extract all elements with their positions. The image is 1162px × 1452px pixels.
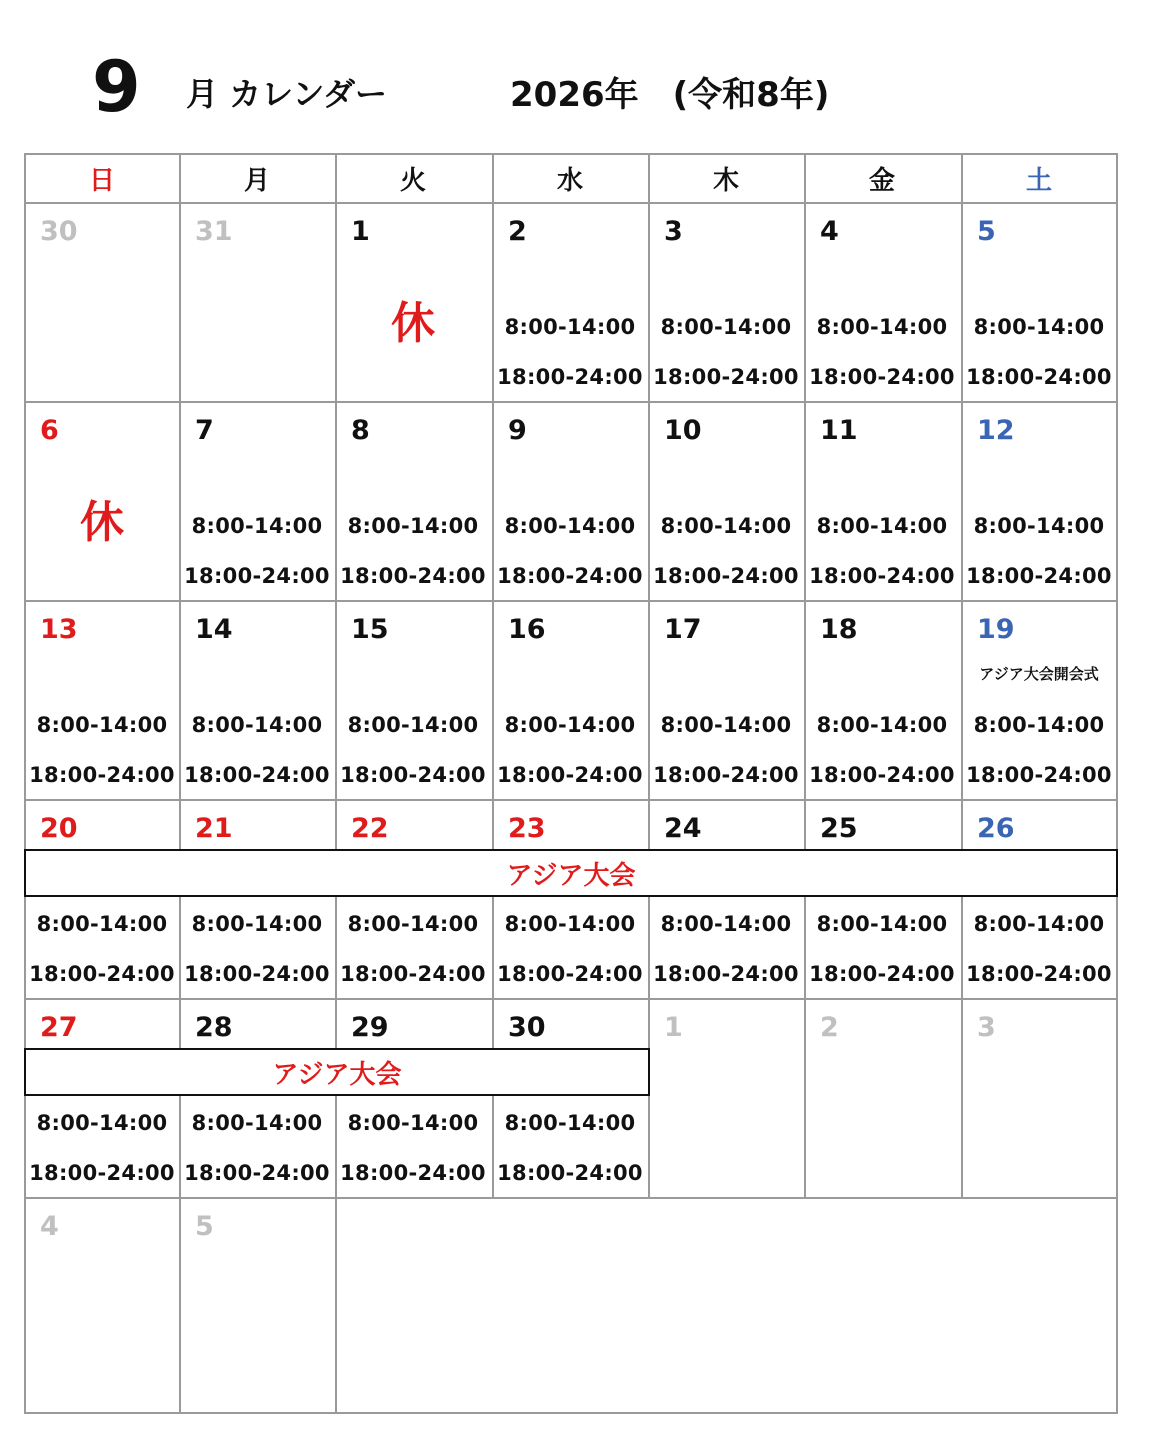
day-number: 13 (40, 614, 78, 645)
grid-line (24, 600, 1118, 602)
day-number: 25 (820, 813, 858, 844)
morning-hours: 8:00-14:00 (191, 713, 323, 737)
morning-hours: 8:00-14:00 (191, 1111, 323, 1135)
morning-hours: 8:00-14:00 (191, 514, 323, 538)
grid-line (648, 153, 650, 1198)
month-number: 9 (92, 46, 141, 128)
morning-hours: 8:00-14:00 (504, 315, 636, 339)
day-number: 7 (195, 415, 214, 446)
grid-line (804, 153, 806, 1198)
evening-hours: 18:00-24:00 (966, 763, 1112, 787)
day-number: 21 (195, 813, 233, 844)
morning-hours: 8:00-14:00 (973, 713, 1105, 737)
evening-hours: 18:00-24:00 (809, 962, 955, 986)
day-number: 8 (351, 415, 370, 446)
evening-hours: 18:00-24:00 (29, 763, 175, 787)
weekday-header: 土 (1025, 165, 1052, 196)
day-number: 9 (508, 415, 527, 446)
day-number: 4 (40, 1211, 59, 1242)
evening-hours: 18:00-24:00 (340, 564, 486, 588)
morning-hours: 8:00-14:00 (191, 912, 323, 936)
morning-hours: 8:00-14:00 (36, 713, 168, 737)
grid-line (492, 153, 494, 1198)
morning-hours: 8:00-14:00 (347, 912, 479, 936)
evening-hours: 18:00-24:00 (184, 1161, 330, 1185)
day-number: 20 (40, 813, 78, 844)
day-number: 18 (820, 614, 858, 645)
day-number: 30 (508, 1012, 546, 1043)
day-number: 15 (351, 614, 389, 645)
evening-hours: 18:00-24:00 (497, 564, 643, 588)
day-number: 26 (977, 813, 1015, 844)
day-number: 3 (664, 216, 683, 247)
morning-hours: 8:00-14:00 (347, 713, 479, 737)
day-number: 14 (195, 614, 233, 645)
evening-hours: 18:00-24:00 (653, 365, 799, 389)
calendar-label: 月 カレンダー (186, 75, 388, 113)
day-number: 2 (820, 1012, 839, 1043)
evening-hours: 18:00-24:00 (184, 763, 330, 787)
morning-hours: 8:00-14:00 (504, 1111, 636, 1135)
event-banner: アジア大会 (24, 849, 1118, 897)
day-number: 4 (820, 216, 839, 247)
grid-line (24, 1412, 1118, 1414)
grid-line (24, 998, 1118, 1000)
morning-hours: 8:00-14:00 (973, 514, 1105, 538)
morning-hours: 8:00-14:00 (973, 315, 1105, 339)
evening-hours: 18:00-24:00 (653, 962, 799, 986)
weekday-header: 木 (712, 165, 739, 196)
weekday-header: 金 (868, 165, 895, 196)
evening-hours: 18:00-24:00 (809, 564, 955, 588)
weekday-header: 月 (243, 165, 270, 196)
day-number: 11 (820, 415, 858, 446)
evening-hours: 18:00-24:00 (809, 365, 955, 389)
grid-line (24, 799, 1118, 801)
day-number: 17 (664, 614, 702, 645)
event-banner: アジア大会 (24, 1048, 650, 1096)
evening-hours: 18:00-24:00 (497, 365, 643, 389)
day-number: 5 (195, 1211, 214, 1242)
evening-hours: 18:00-24:00 (966, 564, 1112, 588)
day-number: 3 (977, 1012, 996, 1043)
morning-hours: 8:00-14:00 (347, 514, 479, 538)
morning-hours: 8:00-14:00 (660, 315, 792, 339)
evening-hours: 18:00-24:00 (340, 1161, 486, 1185)
weekday-header: 火 (399, 165, 426, 196)
morning-hours: 8:00-14:00 (504, 912, 636, 936)
day-number: 19 (977, 614, 1015, 645)
morning-hours: 8:00-14:00 (973, 912, 1105, 936)
day-number: 1 (664, 1012, 683, 1043)
evening-hours: 18:00-24:00 (29, 962, 175, 986)
morning-hours: 8:00-14:00 (504, 713, 636, 737)
evening-hours: 18:00-24:00 (340, 962, 486, 986)
day-number: 22 (351, 813, 389, 844)
grid-line (24, 401, 1118, 403)
evening-hours: 18:00-24:00 (497, 962, 643, 986)
day-number: 28 (195, 1012, 233, 1043)
evening-hours: 18:00-24:00 (184, 564, 330, 588)
year-label: 2026年 (令和8年) (510, 75, 830, 115)
morning-hours: 8:00-14:00 (660, 912, 792, 936)
evening-hours: 18:00-24:00 (809, 763, 955, 787)
day-number: 10 (664, 415, 702, 446)
morning-hours: 8:00-14:00 (816, 713, 948, 737)
evening-hours: 18:00-24:00 (497, 1161, 643, 1185)
day-number: 24 (664, 813, 702, 844)
closed-label: 休 (80, 497, 124, 548)
morning-hours: 8:00-14:00 (36, 912, 168, 936)
grid-line (24, 1197, 1118, 1199)
day-number: 6 (40, 415, 59, 446)
evening-hours: 18:00-24:00 (29, 1161, 175, 1185)
day-number: 31 (195, 216, 233, 247)
day-number: 1 (351, 216, 370, 247)
morning-hours: 8:00-14:00 (816, 912, 948, 936)
day-number: 12 (977, 415, 1015, 446)
morning-hours: 8:00-14:00 (660, 713, 792, 737)
morning-hours: 8:00-14:00 (660, 514, 792, 538)
morning-hours: 8:00-14:00 (504, 514, 636, 538)
day-number: 2 (508, 216, 527, 247)
day-number: 27 (40, 1012, 78, 1043)
weekday-header: 日 (88, 165, 115, 196)
morning-hours: 8:00-14:00 (816, 514, 948, 538)
weekday-header: 水 (556, 165, 583, 196)
evening-hours: 18:00-24:00 (653, 763, 799, 787)
evening-hours: 18:00-24:00 (340, 763, 486, 787)
evening-hours: 18:00-24:00 (966, 365, 1112, 389)
day-number: 23 (508, 813, 546, 844)
evening-hours: 18:00-24:00 (184, 962, 330, 986)
day-number: 29 (351, 1012, 389, 1043)
day-number: 16 (508, 614, 546, 645)
day-number: 30 (40, 216, 78, 247)
morning-hours: 8:00-14:00 (36, 1111, 168, 1135)
morning-hours: 8:00-14:00 (816, 315, 948, 339)
morning-hours: 8:00-14:00 (347, 1111, 479, 1135)
closed-label: 休 (391, 298, 435, 349)
evening-hours: 18:00-24:00 (497, 763, 643, 787)
event-note: アジア大会開会式 (979, 665, 1099, 683)
day-number: 5 (977, 216, 996, 247)
evening-hours: 18:00-24:00 (966, 962, 1112, 986)
evening-hours: 18:00-24:00 (653, 564, 799, 588)
